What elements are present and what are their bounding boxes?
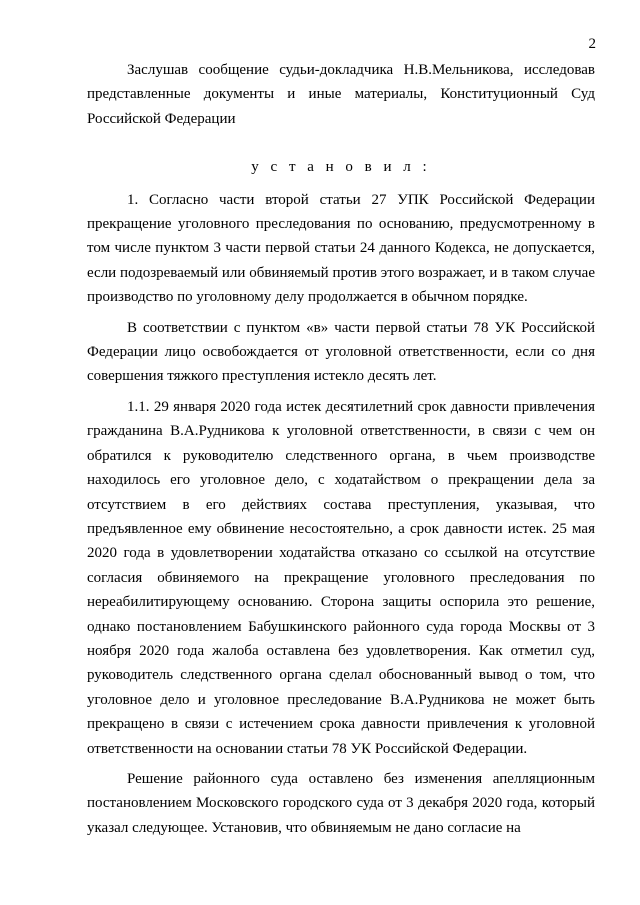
paragraph-2: В соответствии с пунктом «в» части первой статьи 78 УК Российской Федерации лицо освобождается от уголовной ответственности, если со дня совершения тяжкого преступления истекло десять лет.: [87, 319, 595, 385]
page-number: 2: [588, 36, 596, 52]
paragraph-1: 1. Согласно части второй статьи 27 УПК Российской Федерации прекращение уголовного преследования по основанию, предусмотренному в том числе пунктом 3 части первой статьи 24 данного Кодекса, не допускается, если подозреваемый или обвиняемый против этого возражает, и в таком случае производство по уголовному делу продолжается в обычном порядке.: [87, 191, 595, 306]
paragraph-4: Решение районного суда оставлено без изменения апелляционным постановлением Московского городского суда от 3 декабря 2020 года, который указал следующее. Установив, что обвиняемым не дано согласие на: [87, 770, 595, 836]
intro-paragraph: Заслушав сообщение судьи-докладчика Н.В.Мельникова, исследовав представленные документы и иные материалы, Конституционный Суд Российской Федерации: [87, 62, 595, 127]
document-body: [87, 58, 595, 846]
paragraph-3: 1.1. 29 января 2020 года истек десятилетний срок давности привлечения гражданина В.А.Рудникова к уголовной ответственности, в связи с чем он обратился к руководителю следственного органа, в чьем производстве находилось его уголовное дело, с ходатайством о прекращении дела за отсутствием в его действиях состава преступления, указывая, что предъявленное ему обвинение несостоятельно, а срок давности истек. 25 мая 2020 года в удовлетворении ходатайства отказано со ссылкой на отсутствие согласия обвиняемого на прекращение уголовного преследования по нереабилитирующему основанию. Сторона защиты оспорила это решение, однако постановлением Бабушкинского районного суда города Москвы от 3 ноября 2020 года жалоба оставлена без удовлетворения. Как отметил суд, руководитель следственного органа сделал обоснованный вывод о том, что уголовное дело и уголовное преследование В.А.Рудникова не может быть прекращено в связи с истечением срока давности привлечения к уголовной ответственности на основании статьи 78 УК Российской Федерации.: [87, 398, 595, 757]
section-heading: у с т а н о в и л :: [251, 159, 431, 176]
